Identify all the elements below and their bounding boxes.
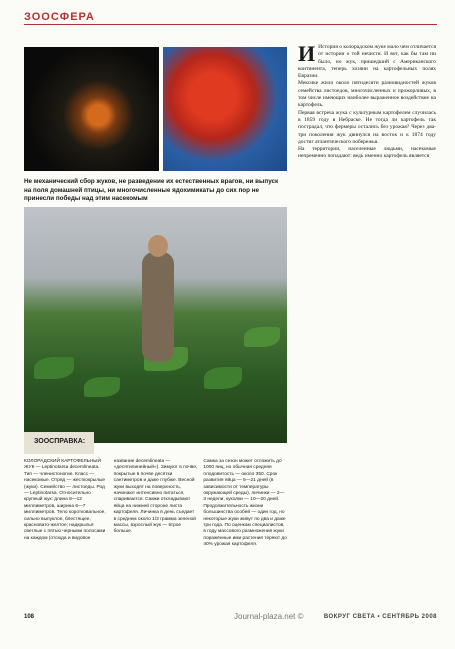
top-rule (24, 24, 437, 25)
page-footer (24, 612, 437, 624)
info-col-3: Самка за сезон может отложить до 1000 яиц, но обычная средняя плодовитость — около 350. Срок развития яйца — 5—21 дней (в зависимости от температуры окружающей среды), личинки — 2—3 недели, куколки — 10—20 дней. Продолжительность жизни большинства особей — один год, но некоторые жуки живут по два и даже три года. По оценкам специалистов, в году массового размножения жуки поражённые ими растения теряют до 40% урожая картофеля. (203, 459, 287, 548)
article-para-2: Мексике жило около пятидесяти разновидностей жуков семейства листоедов, многочисленных и прожорливых, в том числе имеющих наиболее выраженное воздействие на картофель. (298, 80, 436, 109)
info-label: ЗООСПРАВКА: (24, 432, 94, 454)
photo-caption: Не механический сбор жуков, не разведение их естественных врагов, ни выпуск на поля домашней птицы, ни многочисленные ядохимикаты до сих пор не принесли победы над этим насекомым (24, 178, 279, 202)
article-column (298, 41, 436, 161)
info-col-2: название decemlineata — «десятилинейный»). Зимуют в почве, покрытые в почве десятки сантиметров и даже глубже. Весной жуки выходят на поверхность, начинают интенсивно питаться, спариваются. Самки откладывают яйца на нижней стороне листа картофеля. Личинка в день съедает в среднем около 1/3 грамма зеленой массы, взрослый жук — втрое больше. (113, 459, 198, 535)
page-number: 108 (24, 614, 35, 620)
rooster-photo (163, 47, 287, 171)
article-para-1: И История о колорадском жуке мало чем отличается от истории о той нечисти. И вот, как бы там ни было, но жук, пришедший с Американского континента, теперь хозяин на картофельных полях Евразии. (298, 41, 436, 80)
info-col-1: КОЛОРАДСКИЙ КАРТОФЕЛЬНЫЙ ЖУК — Leptinotarsa decemlineata. Тип — членистоногие. Класс — насекомые. Отряд — жесткокрылые (жуки). Семейство — листоеды. Род — Leptinotarsa. Относительно крупный жук: длина 8—12 миллиметров, ширина 6—7 миллиметров. Тело коротковальное, сильно выпуклое, блестящее, красновато-желтое; надкрылья светлые с пятью черными полосами на каждом (отсюда и видовое (24, 459, 106, 541)
section-label: ЗООСФЕРА (24, 11, 95, 23)
watermark: Journal-plaza.net © (234, 612, 304, 621)
farmer-photo (24, 207, 287, 443)
article-para-4: На территории, населенные людьми, насекомые непременно попадают: ведь именно картофель является (298, 146, 436, 160)
magazine-name: ВОКРУГ СВЕТА • СЕНТЯБРЬ 2008 (323, 614, 437, 620)
article-para-3: Первая встреча жука с культурным картофелем случилась в 1859 году в Небраске. Не тогда ли картофель так пострадал, что фермеры остались без урожая? Через два-три поколения жук двинулся на восток и к 1874 году достиг атлантического побережья. (298, 109, 436, 145)
info-box (24, 459, 287, 607)
drop-cap: И (298, 41, 316, 66)
beetle-photo (24, 47, 159, 171)
